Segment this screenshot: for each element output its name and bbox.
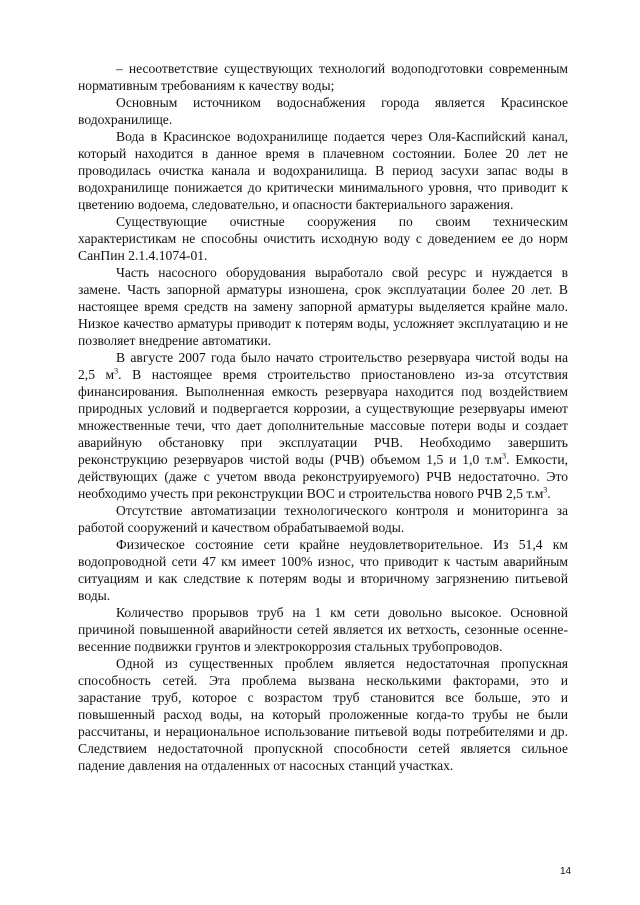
superscript-cubed-1: 3 [114,366,119,376]
paragraph-reservoir [78,349,568,502]
paragraph-2: Основным источником водоснабжения города является Красинское водохранилище. [78,95,568,127]
paragraph-5: Часть насосного оборудования выработало свой ресурс и нуждается в замене. Часть запорной арматуры изношена, срок эксплуатации более 20 лет. В настоящее время средств на замену запорной арматуры выделяется крайне мало. Низкое качество арматуры приводит к потерям воды, усложняет эксплуатацию и не позволяет внедрение автоматики. [78,265,568,348]
reservoir-text-2: . В настоящее время строительство приостановлено из-за отсутствия финансирования. Выполненная емкость резервуара находится под воздействием природных условий и подвергается коррозии, а существующие резервуары имеют множественные течи, что дает дополнительные массовые потери воды и создает аварийную обстановку при эксплуатации РЧВ. Необходимо завершить реконструкцию резервуаров чистой воды (РЧВ) объемом 1,5 и 1,0 т.м [78,367,569,467]
paragraph-4: Существующие очистные сооружения по своим техническим характеристикам не способны очистить исходную воду с доведением ее до норм СанПин 2.1.4.1074-01. [78,214,568,263]
document-page [78,60,568,774]
reservoir-text-1: В августе 2007 года было начато строительство резервуара чистой воды на 2,5 м [78,350,568,382]
page-number: 14 [560,866,572,877]
reservoir-text-3: . Емкости, действующих (даже с учетом ввода реконструируемого) РЧВ недостаточно. Это необходимо учесть при реконструкции ВОС и строительства нового РЧВ 2,5 т.м [78,452,568,501]
paragraph-9: Количество прорывов труб на 1 км сети довольно высокое. Основной причиной повышенной аварийности сетей является их ветхость, сезонные осенне-весенние подвижки грунтов и электрокоррозия стальных трубопроводов. [78,605,568,654]
superscript-cubed-2: 3 [502,451,507,461]
superscript-cubed-3: 3 [543,485,548,495]
paragraph-8: Физическое состояние сети крайне неудовлетворительное. Из 51,4 км водопроводной сети 47 км имеет 100% износ, что приводит к частым аварийным ситуациям и как следствие к потерям воды и вторичному загрязнению питьевой воды. [78,537,568,603]
paragraph-10: Одной из существенных проблем является недостаточная пропускная способность сетей. Эта проблема вызвана несколькими факторами, это и зарастание труб, которое с возрастом труб становится все больше, это и повышенный расход воды, на который проложенные когда-то трубы не были рассчитаны, и нерациональное использование питьевой воды потребителями и др. Следствием недостаточной пропускной способности сетей является сильное падение давления на отдаленных от насосных станций участках. [78,656,568,773]
paragraph-3: Вода в Красинское водохранилище подается через Оля-Каспийский канал, который находится в данное время в плачевном состоянии. Более 20 лет не проводилась очистка канала и водохранилища. В период засухи запас воды в водохранилище понижается до критически минимального уровня, что приводит к цветению водоема, следовательно, и опасности бактериального заражения. [78,129,568,212]
reservoir-text-4: . [547,486,551,501]
paragraph-1: – несоответствие существующих технологий водоподготовки современным нормативным требованиям к качеству воды; [78,61,568,93]
paragraph-7: Отсутствие автоматизации технологического контроля и мониторинга за работой сооружений и качеством обрабатываемой воды. [78,503,568,535]
